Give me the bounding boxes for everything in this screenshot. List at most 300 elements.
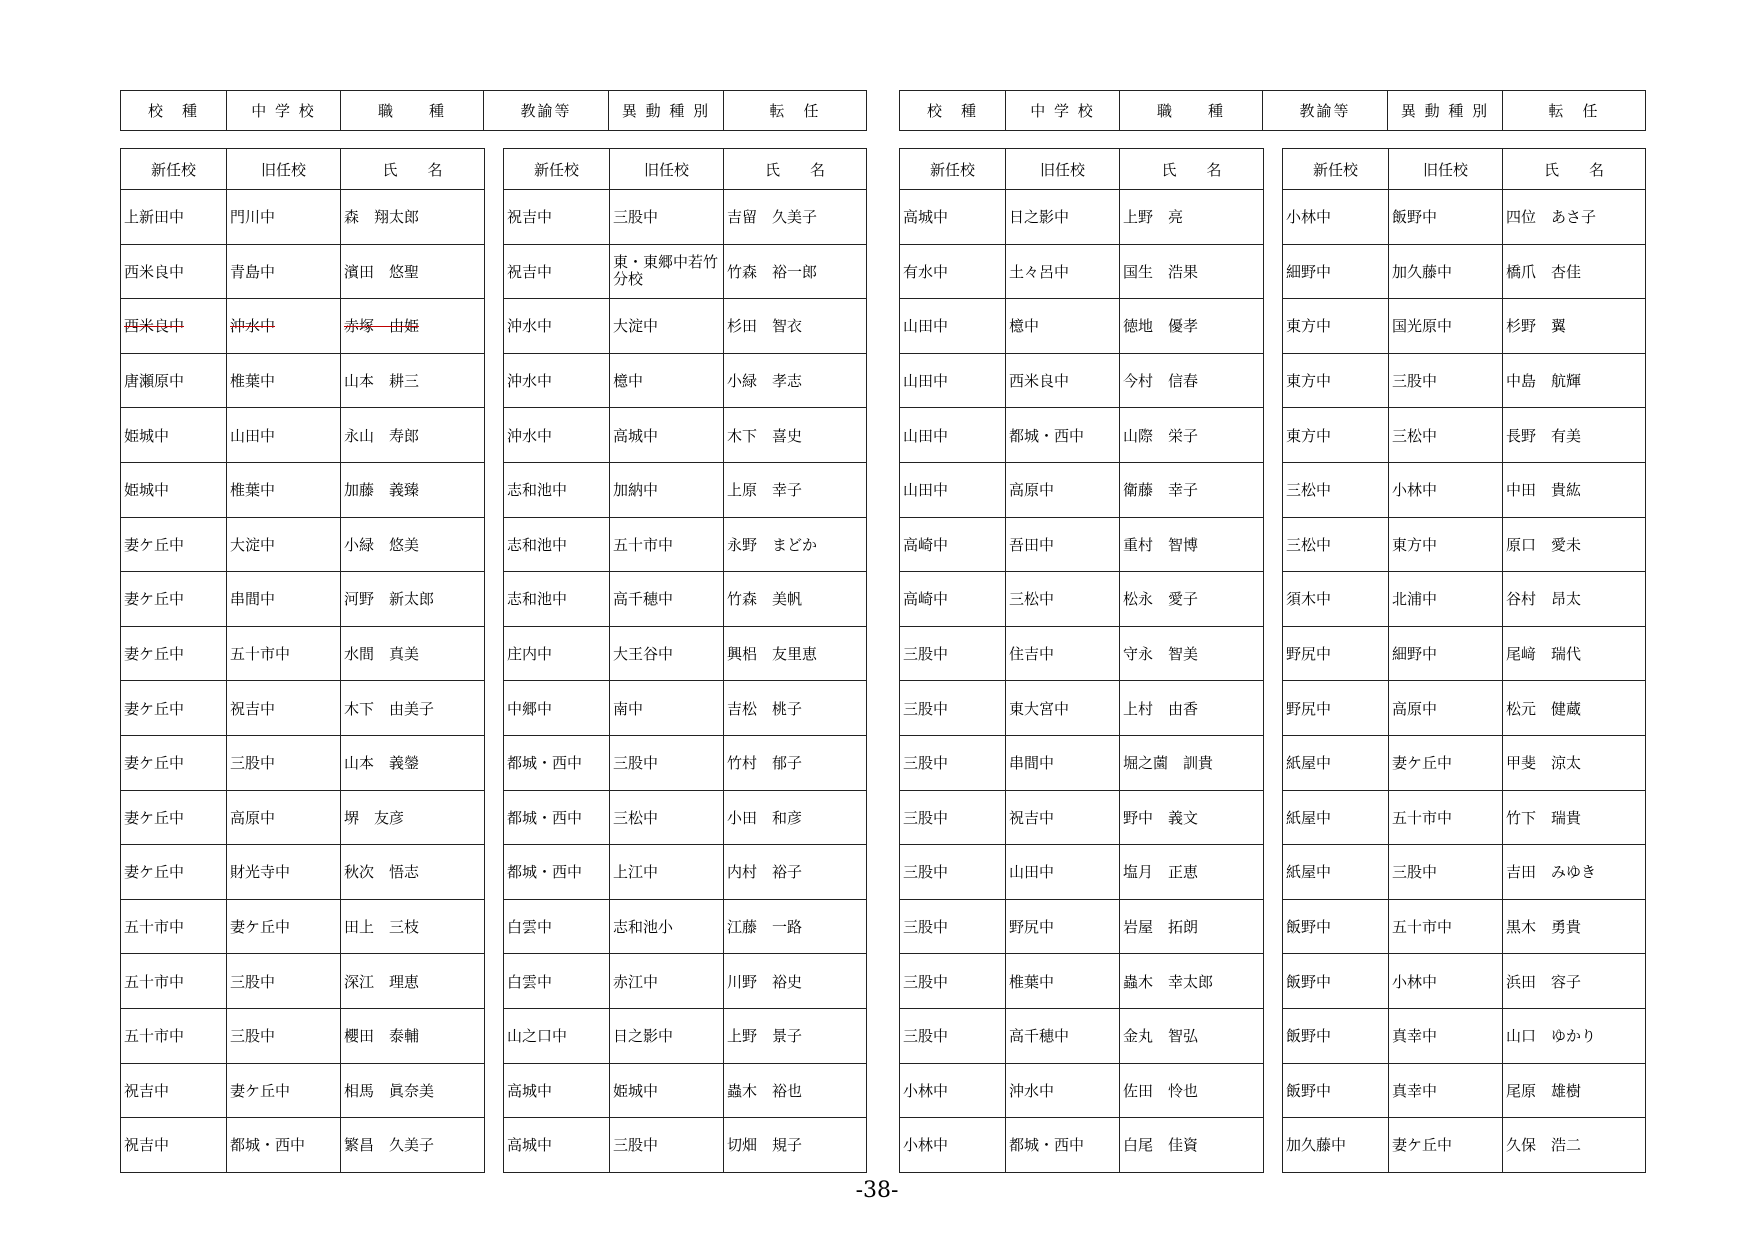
- table-row: [1283, 626, 1646, 681]
- teacher-name-cell: 上原 幸子: [724, 462, 867, 517]
- teacher-name-cell: 金丸 智弘: [1120, 1008, 1264, 1063]
- table-row: [121, 353, 485, 408]
- old-school-cell: 三股中: [610, 1118, 724, 1173]
- teacher-name-cell: 深江 理恵: [341, 954, 485, 1009]
- old-school-cell: 細野中: [1389, 626, 1503, 681]
- teacher-name-cell: 甲斐 涼太: [1503, 735, 1646, 790]
- new-school-cell: 野尻中: [1283, 681, 1389, 736]
- table-row: [1283, 790, 1646, 845]
- old-school-cell: 檍中: [1006, 299, 1120, 354]
- teacher-name-cell: 上村 由香: [1120, 681, 1264, 736]
- old-school-cell: 椎葉中: [227, 353, 341, 408]
- table-row: [121, 408, 485, 463]
- old-school-cell: 小林中: [1389, 462, 1503, 517]
- new-school-cell: 紙屋中: [1283, 845, 1389, 900]
- new-school-cell: 三松中: [1283, 462, 1389, 517]
- table-row: [1283, 1118, 1646, 1173]
- header-cell: 教諭等: [484, 91, 609, 131]
- teacher-name-cell: 松元 健蔵: [1503, 681, 1646, 736]
- old-school-cell: 高千穂中: [610, 572, 724, 627]
- table-row: [1283, 244, 1646, 299]
- teacher-name-cell: 竹村 郁子: [724, 735, 867, 790]
- new-school-cell: 都城・西中: [504, 790, 610, 845]
- teacher-name-cell: 吉留 久美子: [724, 190, 867, 245]
- new-school-cell: 有水中: [900, 244, 1006, 299]
- table-row: [504, 1118, 867, 1173]
- new-school-cell: 三股中: [900, 845, 1006, 900]
- teacher-name-cell: 重村 智博: [1120, 517, 1264, 572]
- old-school-cell: 飯野中: [1389, 190, 1503, 245]
- new-school-cell: 祝吉中: [121, 1118, 227, 1173]
- table-row: [1283, 299, 1646, 354]
- new-school-cell: 三股中: [900, 735, 1006, 790]
- teacher-name-cell: 久保 浩二: [1503, 1118, 1646, 1173]
- new-school-cell: 飯野中: [1283, 954, 1389, 1009]
- new-school-cell: 三股中: [900, 899, 1006, 954]
- old-school-cell: 日之影中: [610, 1008, 724, 1063]
- old-school-cell: 都城・西中: [1006, 1118, 1120, 1173]
- teacher-name-cell: 佐田 怜也: [1120, 1063, 1264, 1118]
- header-cell: 異 動 種 別: [609, 91, 724, 131]
- table-row: [1283, 190, 1646, 245]
- table-row: [504, 899, 867, 954]
- teacher-name-cell: 吉松 桃子: [724, 681, 867, 736]
- old-school-cell: 三股中: [227, 735, 341, 790]
- teacher-name-cell: 水間 真美: [341, 626, 485, 681]
- old-school-cell: 三松中: [1006, 572, 1120, 627]
- col-header-name: 氏 名: [724, 149, 867, 190]
- teacher-name-cell: 河野 新太郎: [341, 572, 485, 627]
- old-school-cell: 椎葉中: [1006, 954, 1120, 1009]
- table-row: [504, 353, 867, 408]
- new-school-cell: 高城中: [900, 190, 1006, 245]
- old-school-cell: 吾田中: [1006, 517, 1120, 572]
- old-school-cell: 住吉中: [1006, 626, 1120, 681]
- old-school-cell: 日之影中: [1006, 190, 1120, 245]
- table-row: [504, 572, 867, 627]
- table-row: [504, 681, 867, 736]
- old-school-cell: 赤江中: [610, 954, 724, 1009]
- new-school-cell: 山田中: [900, 353, 1006, 408]
- col-header-old-school: 旧任校: [227, 149, 341, 190]
- new-school-cell: 姫城中: [121, 408, 227, 463]
- table-row: [1283, 353, 1646, 408]
- new-school-cell: 妻ケ丘中: [121, 572, 227, 627]
- table-row: [1283, 845, 1646, 900]
- old-school-cell: 東方中: [1389, 517, 1503, 572]
- old-school-cell: 椎葉中: [227, 462, 341, 517]
- header-cell: 中 学 校: [1006, 91, 1120, 131]
- teacher-name-cell: 木下 喜史: [724, 408, 867, 463]
- table-row: [504, 408, 867, 463]
- table-row: [504, 190, 867, 245]
- old-school-cell: 檍中: [610, 353, 724, 408]
- col-header-name: 氏 名: [1120, 149, 1264, 190]
- new-school-cell: 三股中: [900, 1008, 1006, 1063]
- table-row: [900, 899, 1264, 954]
- teacher-name-cell: 谷村 昂太: [1503, 572, 1646, 627]
- table-row: [121, 681, 485, 736]
- new-school-cell: 三股中: [900, 681, 1006, 736]
- new-school-cell: 姫城中: [121, 462, 227, 517]
- old-school-cell: 三松中: [610, 790, 724, 845]
- teacher-name-cell: 杉田 智衣: [724, 299, 867, 354]
- new-school-cell: [121, 299, 227, 354]
- teacher-name-cell: 今村 信春: [1120, 353, 1264, 408]
- old-school-cell: 南中: [610, 681, 724, 736]
- new-school-cell: 小林中: [900, 1063, 1006, 1118]
- table-row: [900, 845, 1264, 900]
- new-school-cell: 妻ケ丘中: [121, 517, 227, 572]
- new-school-cell: 紙屋中: [1283, 735, 1389, 790]
- table-row: [1283, 517, 1646, 572]
- old-school-cell: 妻ケ丘中: [227, 899, 341, 954]
- teacher-name-cell: 堺 友彦: [341, 790, 485, 845]
- old-school-cell: 妻ケ丘中: [227, 1063, 341, 1118]
- col-header-name: 氏 名: [341, 149, 485, 190]
- table-row: [900, 790, 1264, 845]
- new-school-cell: 飯野中: [1283, 899, 1389, 954]
- old-school-cell: 都城・西中: [227, 1118, 341, 1173]
- new-school-cell: 志和池中: [504, 517, 610, 572]
- teacher-name-cell: 浜田 容子: [1503, 954, 1646, 1009]
- table-row: [1283, 462, 1646, 517]
- table-row: [121, 190, 485, 245]
- table-row: [121, 790, 485, 845]
- table-row: [504, 954, 867, 1009]
- table-row: [900, 735, 1264, 790]
- table-row: [504, 517, 867, 572]
- table-row: [121, 626, 485, 681]
- teacher-name-cell: 尾原 雄樹: [1503, 1063, 1646, 1118]
- table-row: [1283, 681, 1646, 736]
- teacher-name-cell: 野中 義文: [1120, 790, 1264, 845]
- col-header-old-school: 旧任校: [1006, 149, 1120, 190]
- table-row: [900, 572, 1264, 627]
- old-school-cell: 山田中: [227, 408, 341, 463]
- table-row: [1283, 572, 1646, 627]
- teacher-name-cell: 山口 ゆかり: [1503, 1008, 1646, 1063]
- table-row: [504, 845, 867, 900]
- old-school-cell: 祝吉中: [227, 681, 341, 736]
- new-school-cell: 沖水中: [504, 408, 610, 463]
- teacher-name-cell: 蟲木 幸太郎: [1120, 954, 1264, 1009]
- old-school-cell: 西米良中: [1006, 353, 1120, 408]
- new-school-cell: 加久藤中: [1283, 1118, 1389, 1173]
- teacher-name-cell: 塩月 正恵: [1120, 845, 1264, 900]
- teacher-name-cell: 田上 三枝: [341, 899, 485, 954]
- table-row: [504, 735, 867, 790]
- teacher-name-cell: 小田 和彦: [724, 790, 867, 845]
- old-school-cell: 串間中: [227, 572, 341, 627]
- table-row: [504, 462, 867, 517]
- new-school-cell: 妻ケ丘中: [121, 845, 227, 900]
- table-row: [504, 790, 867, 845]
- old-school-cell: 大王谷中: [610, 626, 724, 681]
- header-cell: 異 動 種 別: [1388, 91, 1503, 131]
- new-school-cell: 高城中: [504, 1118, 610, 1173]
- new-school-cell: 都城・西中: [504, 735, 610, 790]
- old-school-cell: 加久藤中: [1389, 244, 1503, 299]
- teacher-name-cell: 加藤 義臻: [341, 462, 485, 517]
- new-school-cell: 須木中: [1283, 572, 1389, 627]
- old-school-cell: 祝吉中: [1006, 790, 1120, 845]
- table-row: [900, 517, 1264, 572]
- new-school-cell: 東方中: [1283, 353, 1389, 408]
- old-school-cell: 三股中: [227, 1008, 341, 1063]
- new-school-cell: 五十市中: [121, 899, 227, 954]
- transfer-table-2: [503, 148, 867, 1173]
- page-number: -38-: [855, 1178, 899, 1203]
- table-row: [121, 954, 485, 1009]
- new-school-cell: 西米良中: [121, 244, 227, 299]
- teacher-name-cell: 中島 航輝: [1503, 353, 1646, 408]
- teacher-name-cell: 秋次 悟志: [341, 845, 485, 900]
- new-school-cell: 五十市中: [121, 954, 227, 1009]
- teacher-name-cell: 内村 裕子: [724, 845, 867, 900]
- table-row: [504, 626, 867, 681]
- old-school-cell: 三松中: [1389, 408, 1503, 463]
- teacher-name-cell: 黒木 勇貴: [1503, 899, 1646, 954]
- new-school-cell: 五十市中: [121, 1008, 227, 1063]
- table-row: [121, 244, 485, 299]
- teacher-name-cell: 相馬 眞奈美: [341, 1063, 485, 1118]
- new-school-cell: 妻ケ丘中: [121, 681, 227, 736]
- teacher-name-cell: 森 翔太郎: [341, 190, 485, 245]
- old-school-cell: 北浦中: [1389, 572, 1503, 627]
- new-school-cell: 三松中: [1283, 517, 1389, 572]
- teacher-name-cell: 山際 栄子: [1120, 408, 1264, 463]
- old-school-cell: 上江中: [610, 845, 724, 900]
- table-row: [900, 1118, 1264, 1173]
- new-school-cell: 都城・西中: [504, 845, 610, 900]
- new-school-cell: 飯野中: [1283, 1063, 1389, 1118]
- new-school-cell: 白雲中: [504, 954, 610, 1009]
- new-school-cell: 白雲中: [504, 899, 610, 954]
- new-school-cell: 三股中: [900, 954, 1006, 1009]
- table-row: [504, 299, 867, 354]
- old-school-cell: 山田中: [1006, 845, 1120, 900]
- teacher-name-cell: 竹下 瑞貴: [1503, 790, 1646, 845]
- header-cell: 教諭等: [1263, 91, 1388, 131]
- teacher-name-cell: 徳地 優孝: [1120, 299, 1264, 354]
- old-school-cell: 土々呂中: [1006, 244, 1120, 299]
- table-row: [1283, 1063, 1646, 1118]
- teacher-name-cell: 切畑 規子: [724, 1118, 867, 1173]
- old-school-cell: 高城中: [610, 408, 724, 463]
- new-school-cell: 紙屋中: [1283, 790, 1389, 845]
- teacher-name-cell: 四位 あさ子: [1503, 190, 1646, 245]
- struck-text: 赤塚 由姫: [344, 317, 420, 336]
- teacher-name-cell: 江藤 一路: [724, 899, 867, 954]
- new-school-cell: 沖水中: [504, 353, 610, 408]
- old-school-cell: 姫城中: [610, 1063, 724, 1118]
- teacher-name-cell: 木下 由美子: [341, 681, 485, 736]
- table-row: [900, 626, 1264, 681]
- old-school-cell: 三股中: [1389, 845, 1503, 900]
- old-school-cell: 串間中: [1006, 735, 1120, 790]
- header-cell: 校 種: [121, 91, 227, 131]
- teacher-name-cell: 橋爪 杏佳: [1503, 244, 1646, 299]
- old-school-cell: 五十市中: [227, 626, 341, 681]
- header-cell: 転 任: [724, 91, 867, 131]
- new-school-cell: 祝吉中: [504, 244, 610, 299]
- old-school-cell: 五十市中: [1389, 899, 1503, 954]
- new-school-cell: 志和池中: [504, 462, 610, 517]
- new-school-cell: 小林中: [900, 1118, 1006, 1173]
- transfer-table-1: [120, 148, 485, 1173]
- col-header-new-school: 新任校: [504, 149, 610, 190]
- struck-text: 西米良中: [124, 317, 185, 336]
- transfer-table-4: [1282, 148, 1646, 1173]
- old-school-cell: 都城・西中: [1006, 408, 1120, 463]
- new-school-cell: 三股中: [900, 626, 1006, 681]
- teacher-name-cell: 吉田 みゆき: [1503, 845, 1646, 900]
- col-header-name: 氏 名: [1503, 149, 1646, 190]
- old-school-cell: 大淀中: [610, 299, 724, 354]
- table-row: [504, 1008, 867, 1063]
- old-school-cell: 東大宮中: [1006, 681, 1120, 736]
- table-row: [121, 1063, 485, 1118]
- old-school-cell: 五十市中: [610, 517, 724, 572]
- teacher-name-cell: 上野 亮: [1120, 190, 1264, 245]
- old-school-cell: [227, 299, 341, 354]
- col-header-old-school: 旧任校: [1389, 149, 1503, 190]
- table-row: [1283, 408, 1646, 463]
- teacher-name-cell: 上野 景子: [724, 1008, 867, 1063]
- teacher-name-cell: 白尾 佳資: [1120, 1118, 1264, 1173]
- old-school-cell: 三股中: [610, 735, 724, 790]
- header-bar-right: [899, 90, 1646, 131]
- new-school-cell: 高城中: [504, 1063, 610, 1118]
- old-school-cell: 高原中: [1006, 462, 1120, 517]
- old-school-cell: 高原中: [1389, 681, 1503, 736]
- new-school-cell: 妻ケ丘中: [121, 735, 227, 790]
- table-row: [1283, 1008, 1646, 1063]
- teacher-name-cell: 永山 寿郎: [341, 408, 485, 463]
- table-row: [900, 1008, 1264, 1063]
- teacher-name-cell: 山本 耕三: [341, 353, 485, 408]
- table-row: [121, 735, 485, 790]
- table-row: [504, 1063, 867, 1118]
- new-school-cell: 妻ケ丘中: [121, 790, 227, 845]
- new-school-cell: 飯野中: [1283, 1008, 1389, 1063]
- old-school-cell: 高千穂中: [1006, 1008, 1120, 1063]
- teacher-name-cell: 衛藤 幸子: [1120, 462, 1264, 517]
- header-cell: 職 種: [1120, 91, 1263, 131]
- new-school-cell: 小林中: [1283, 190, 1389, 245]
- teacher-name-cell: 永野 まどか: [724, 517, 867, 572]
- teacher-name-cell: 守永 智美: [1120, 626, 1264, 681]
- old-school-cell: 三股中: [1389, 353, 1503, 408]
- old-school-cell: 妻ケ丘中: [1389, 735, 1503, 790]
- teacher-name-cell: [341, 299, 485, 354]
- old-school-cell: 野尻中: [1006, 899, 1120, 954]
- col-header-new-school: 新任校: [121, 149, 227, 190]
- teacher-name-cell: 竹森 美帆: [724, 572, 867, 627]
- new-school-cell: 東方中: [1283, 299, 1389, 354]
- header-cell: 校 種: [900, 91, 1006, 131]
- teacher-name-cell: 長野 有美: [1503, 408, 1646, 463]
- new-school-cell: 山之口中: [504, 1008, 610, 1063]
- new-school-cell: 三股中: [900, 790, 1006, 845]
- new-school-cell: 妻ケ丘中: [121, 626, 227, 681]
- header-cell: 職 種: [341, 91, 484, 131]
- col-header-old-school: 旧任校: [610, 149, 724, 190]
- teacher-name-cell: 繁昌 久美子: [341, 1118, 485, 1173]
- old-school-cell: 東・東郷中若竹分校: [610, 244, 724, 299]
- teacher-name-cell: 小緑 悠美: [341, 517, 485, 572]
- old-school-cell: 真幸中: [1389, 1063, 1503, 1118]
- new-school-cell: 山田中: [900, 462, 1006, 517]
- new-school-cell: 中郷中: [504, 681, 610, 736]
- teacher-name-cell: 竹森 裕一郎: [724, 244, 867, 299]
- table-row: [900, 681, 1264, 736]
- new-school-cell: 祝吉中: [121, 1063, 227, 1118]
- table-row: [900, 408, 1264, 463]
- table-row: [900, 353, 1264, 408]
- teacher-name-cell: 国生 浩果: [1120, 244, 1264, 299]
- teacher-name-cell: 濱田 悠聖: [341, 244, 485, 299]
- table-row: [1283, 954, 1646, 1009]
- teacher-name-cell: 小緑 孝志: [724, 353, 867, 408]
- teacher-name-cell: 尾﨑 瑞代: [1503, 626, 1646, 681]
- table-row: [900, 1063, 1264, 1118]
- table-row: [1283, 899, 1646, 954]
- teacher-name-cell: 中田 貴紘: [1503, 462, 1646, 517]
- teacher-name-cell: 松永 愛子: [1120, 572, 1264, 627]
- teacher-name-cell: 原口 愛未: [1503, 517, 1646, 572]
- teacher-name-cell: 岩屋 拓朗: [1120, 899, 1264, 954]
- old-school-cell: 沖水中: [1006, 1063, 1120, 1118]
- old-school-cell: 志和池小: [610, 899, 724, 954]
- table-row: [900, 462, 1264, 517]
- old-school-cell: 国光原中: [1389, 299, 1503, 354]
- new-school-cell: 祝吉中: [504, 190, 610, 245]
- old-school-cell: 妻ケ丘中: [1389, 1118, 1503, 1173]
- old-school-cell: 加納中: [610, 462, 724, 517]
- table-row: [121, 299, 485, 354]
- header-cell: 中 学 校: [227, 91, 341, 131]
- old-school-cell: 財光寺中: [227, 845, 341, 900]
- col-header-new-school: 新任校: [900, 149, 1006, 190]
- header-bar-left: [120, 90, 867, 131]
- table-row: [1283, 735, 1646, 790]
- old-school-cell: 真幸中: [1389, 1008, 1503, 1063]
- old-school-cell: 青島中: [227, 244, 341, 299]
- old-school-cell: 三股中: [227, 954, 341, 1009]
- new-school-cell: 細野中: [1283, 244, 1389, 299]
- new-school-cell: 山田中: [900, 299, 1006, 354]
- teacher-name-cell: 堀之薗 訓貴: [1120, 735, 1264, 790]
- header-cell: 転 任: [1503, 91, 1646, 131]
- new-school-cell: 高崎中: [900, 517, 1006, 572]
- teacher-name-cell: 蟲木 裕也: [724, 1063, 867, 1118]
- teacher-name-cell: 櫻田 泰輔: [341, 1008, 485, 1063]
- table-row: [121, 899, 485, 954]
- transfer-table-3: [899, 148, 1264, 1173]
- new-school-cell: 上新田中: [121, 190, 227, 245]
- table-row: [121, 845, 485, 900]
- table-row: [121, 1118, 485, 1173]
- teacher-name-cell: 興梠 友里恵: [724, 626, 867, 681]
- new-school-cell: 志和池中: [504, 572, 610, 627]
- struck-text: 沖水中: [230, 317, 276, 336]
- old-school-cell: 五十市中: [1389, 790, 1503, 845]
- old-school-cell: 大淀中: [227, 517, 341, 572]
- table-row: [900, 299, 1264, 354]
- teacher-name-cell: 川野 裕史: [724, 954, 867, 1009]
